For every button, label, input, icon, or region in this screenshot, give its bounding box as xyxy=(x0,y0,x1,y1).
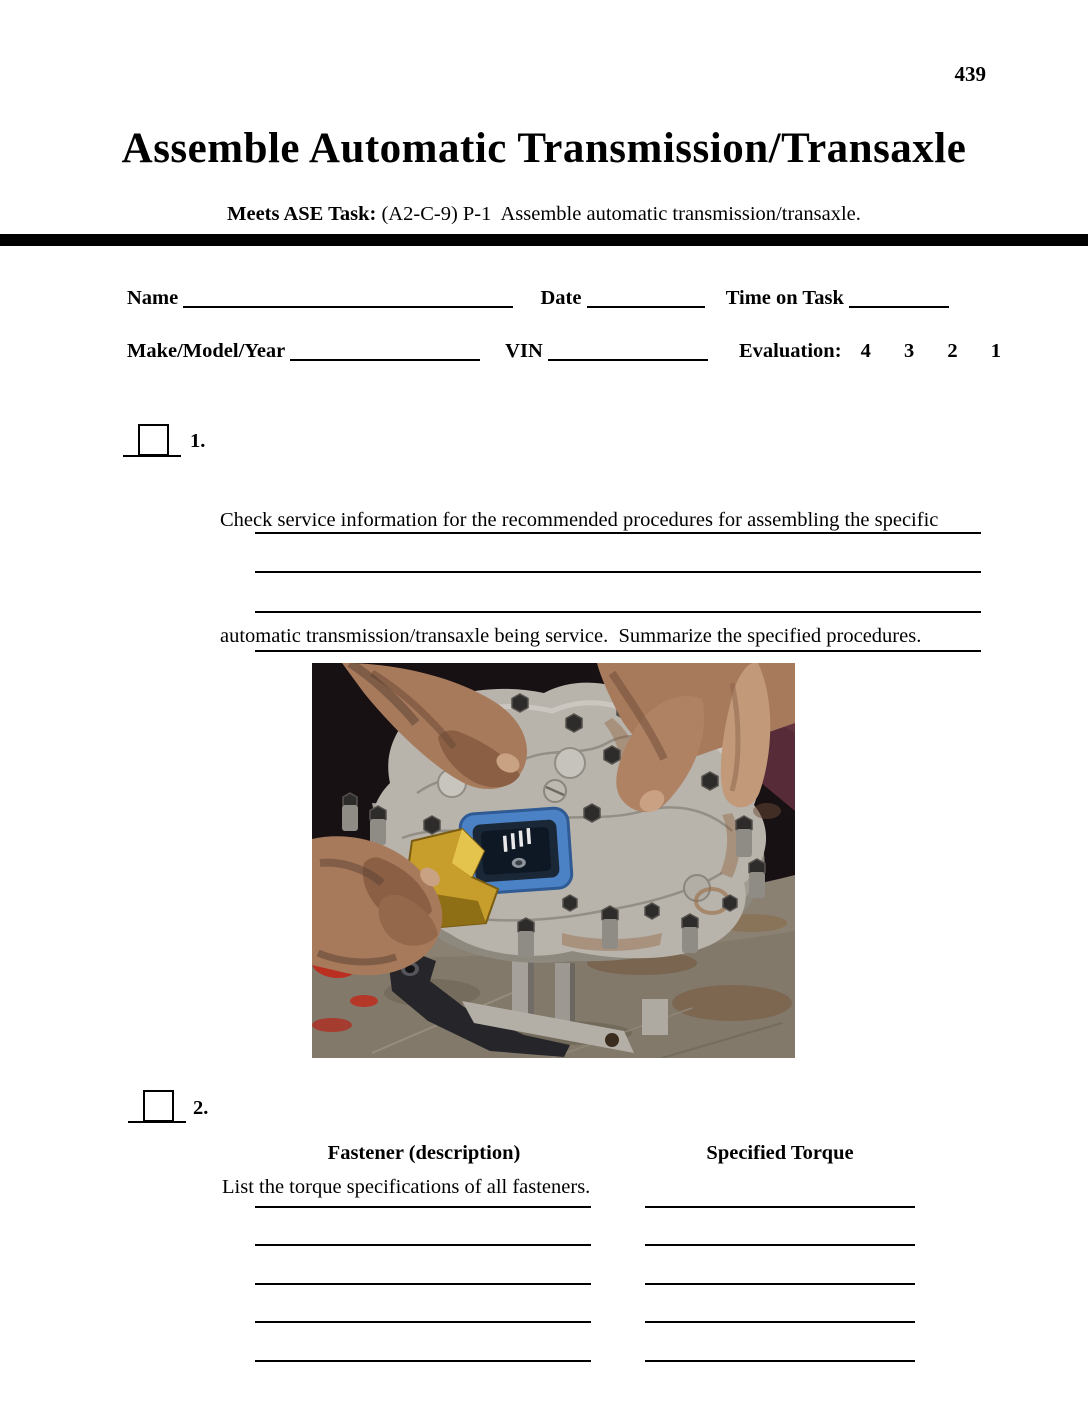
blank-line xyxy=(255,571,981,573)
blank-line xyxy=(255,650,981,652)
evaluation-option-3: 3 xyxy=(904,340,915,362)
torque-blank-line xyxy=(645,1321,915,1323)
make-model-year-blank xyxy=(290,341,480,361)
evaluation-option-4: 4 xyxy=(860,340,871,362)
evaluation-option-2: 2 xyxy=(947,340,958,362)
form-row-1 xyxy=(127,287,949,310)
fastener-blank-line xyxy=(255,1206,591,1208)
task2-text-line1: List the torque specifications of all fasteners. xyxy=(222,1176,591,1198)
time-on-task-blank xyxy=(849,288,949,308)
name-blank xyxy=(183,288,513,308)
fastener-blank-line xyxy=(255,1360,591,1362)
blank-line xyxy=(255,611,981,613)
page-title: Assemble Automatic Transmission/Transaxle xyxy=(121,125,967,172)
figure-photo xyxy=(312,663,795,1058)
time-on-task-label: Time on Task xyxy=(725,287,844,309)
name-label: Name xyxy=(127,287,179,309)
blank-line xyxy=(255,532,981,534)
task1-text-line1: Check service information for the recommended procedures for assembling the specific xyxy=(220,509,939,531)
torque-blank-line xyxy=(645,1283,915,1285)
page-number: 439 xyxy=(954,62,986,86)
task1-number: 1. xyxy=(190,430,206,452)
form-row-2 xyxy=(127,340,1001,363)
ase-task-label: Meets ASE Task: xyxy=(227,203,377,225)
vin-label: VIN xyxy=(505,340,543,362)
torque-blank-line xyxy=(645,1244,915,1246)
task1-checkbox xyxy=(123,423,181,457)
fastener-blank-line xyxy=(255,1283,591,1285)
fastener-column-header: Fastener (description) xyxy=(327,1142,521,1164)
task1-text-line2: automatic transmission/transaxle being service. Summarize the specified procedures. xyxy=(220,624,922,647)
evaluation-label: Evaluation: xyxy=(739,340,842,362)
torque-column-header: Specified Torque xyxy=(706,1142,854,1164)
ase-task-line xyxy=(0,203,1088,226)
torque-blank-line xyxy=(645,1360,915,1362)
date-blank xyxy=(587,288,705,308)
fastener-blank-line xyxy=(255,1244,591,1246)
date-label: Date xyxy=(540,287,582,309)
task2-text xyxy=(222,1091,922,1284)
fastener-blank-line xyxy=(255,1321,591,1323)
evaluation-option-1: 1 xyxy=(990,340,1002,362)
task1-checkbox-square xyxy=(138,424,169,456)
vin-blank xyxy=(548,341,708,361)
divider-bar xyxy=(0,234,1088,246)
make-model-year-label: Make/Model/Year xyxy=(127,340,285,362)
torque-blank-line xyxy=(645,1206,915,1208)
task2-checkbox xyxy=(128,1089,186,1123)
task2-number: 2. xyxy=(193,1097,209,1119)
ase-task-text: (A2-C-9) P-1 Assemble automatic transmission/transaxle. xyxy=(381,203,861,225)
task2-checkbox-square xyxy=(143,1090,174,1122)
